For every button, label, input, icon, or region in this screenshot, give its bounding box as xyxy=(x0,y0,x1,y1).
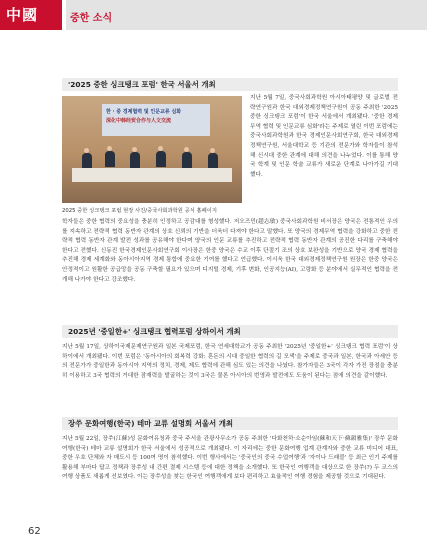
article-1-body: 학자들은 중한 협력의 중요성을 충분히 인정하고 공감대를 형성했다. 저오즈민(趙志敏) 중국사회과학원 비서장은 양국은 전통적인 우의를 지속하고 전략적 협력 동반자 관계의 상호 신뢰의 기반을 더욱더 다져야 한다고 말했다. 또 양국의 경제무역 협력을 강화하고 중한 전략적 협력 동반자 관계 발전 성과를 공유해야 한다며 양국의 인문 교류를 추진하고 전략적 협력 동반자 관계의 공진한 다리를 구축해야 한다고 전했다. 신동진 한국경제인문사회연구회 이사장은 한중 양국은 수교 이후 단절기 조의 상호 보완성을 기반으로 양국 경제 협력을 추진해 경제 세계화와 동아시아지역 경제 통합에 중요한 기여를 했다고 언급했다. 이시욱 한국 대외경제정책연구원 원장은 한중 양국은 안정적이고 원활한 공급망을 공동 구축할 필요가 있으며 디지털 경제, 기후 변화, 인공지능(AI), 고령화 등 분야에서 실무적인 협력을 전개해 나가야 한다고 강조했다. xyxy=(62,219,398,283)
article-1-side-text: 지난 5월 7일, 중국사회과학원 아시아태평양 및 글로벌 전략연구원과 한국 대외경제정책연구원이 공동 주최한 '2025 중한 싱크탱크 포럼'이 한국 서울에서 개최됐다. '중한 경제무역 협력 및 인문교류 심화'라는 주제로 열린 이번 포럼에는 중국사회과학원과 한국 경제인문사회연구회, 한국 대외경제정책연구원, 서울대학교 등 기관의 전문가와 학자들이 참석해 신시대 중한 관계에 대해 의견을 나누었다. 이를 통해 양국 학계 및 인문 학술 교류가 새로운 단계로 나아가길 기대했다. xyxy=(250,95,398,178)
article-3-title: 장쑤 문화여행(한국) 테마 교류 설명회 서울서 개최 xyxy=(68,419,233,428)
page-header xyxy=(0,0,427,30)
article-1-heading xyxy=(62,78,398,91)
article-3-body: 지난 5월 22일, 장쑤(江蘇)성 문화여유청과 중국 주서울 관광사무소가 공동 주최한 '다화천하·소순아임(蘇和天下·蘇韻雅集)' 장쑤 문화여행(한국) 테마 교류 설명회가 한국 서울에서 성공적으로 개최됐다. 이 자리에는 중한 문화여행 업계 관계자와 중한 교류 미디어 대표, 중한 우호 단체와 자 매도시 등 100여 명이 참석했다. 이번 행사에서는 '중국인의 중국 수업여행'과 '자이나 드래블' 등 최근 인기 주제를 활용해 부마다 답고 정책과 장쑤성 내 간편 결제 시스템 등에 대한 정책을 소개했다. 또 한국인 여행객을 대상으로 한 장쑤(?) 두 코스의 여행 상품도 새롭게 선보였다. 이는 장쑤성을 찾는 한국인 여행객에게 보다 편리하고 효율적인 여행 경험을 제공할 것으로 기대된다. xyxy=(62,436,398,481)
header-divider xyxy=(62,0,66,30)
article-2-title: 2025년 '중일한+' 싱크탱크 협력포럼 상하이서 개최 xyxy=(68,327,241,336)
page-number: 62 xyxy=(28,526,41,537)
conference-table xyxy=(72,168,232,182)
article-2-body: 지난 5월 17일, 상하이국제문제연구원과 일본 국제포럼, 한국 연세대학교가 공동 주최한 '2025년 '중일한+' 싱크탱크 협력 포럼'이 상하이에서 개최됐다. 이번 포럼은 '동아시아의 회복력 강화: 혼돈의 시대 중일한 협력의 길 모색'을 주제로 중국과 일본, 한국과 아세안 등의 전문가가 중일한과 동아시아 지역의 정치, 경제, 제도 협력에 관해 심도 있는 의견을 나눴다. 참가자들은 3국이 각자 가진 장점을 충분히 이용하고 3국 협력의 거대한 잠재력을 발굴하는 것이 3국은 물론 아시아의 번영과 발전에도 도움이 된다는 점에 의견을 같이했다. xyxy=(62,344,398,379)
article-2-heading xyxy=(62,325,398,338)
article-3-heading xyxy=(62,417,398,430)
forum-photo xyxy=(62,96,242,203)
article-1-title: '2025 중한 싱크탱크 포럼' 한국 서울서 개최 xyxy=(68,80,216,89)
section-title: 중한 소식 xyxy=(70,13,113,24)
forum-banner xyxy=(102,104,210,136)
banner-line-korean: 한 · 중 경제협력 및 인문교류 심화 xyxy=(106,109,182,115)
photo-caption: 2025 중한 싱크탱크 포럼 현장 사진/중국사회과학원 공식 홈페이지 xyxy=(62,208,217,214)
logo-text: 中國 xyxy=(6,6,39,24)
banner-line-chinese: 深化中韩经贸合作与人文交流 xyxy=(106,118,172,124)
magazine-logo xyxy=(0,0,62,30)
